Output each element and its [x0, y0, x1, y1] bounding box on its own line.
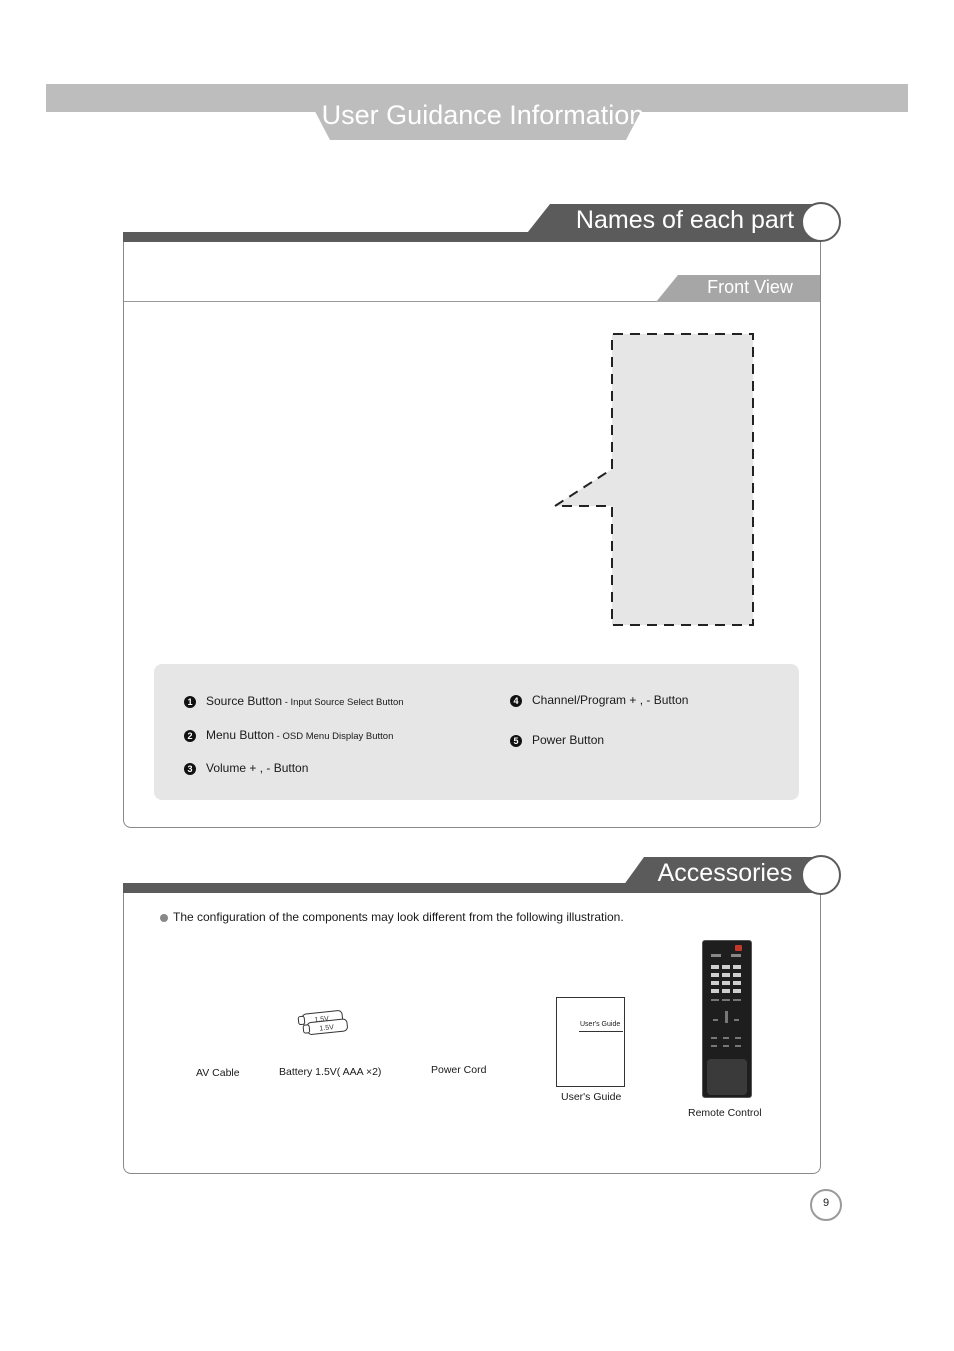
accessories-section-title: Accessories — [657, 859, 793, 887]
accessories-section-circle-marker — [801, 855, 841, 895]
number-badge-4: 4 — [510, 695, 522, 707]
front-view-label: Front View — [707, 277, 793, 297]
page-title: User Guidance Information — [321, 100, 645, 130]
remote-buttons-icon — [703, 941, 751, 1097]
legend-desc: - Input Source Select Button — [282, 697, 404, 708]
legend-label: Channel/Program + , - Button — [532, 693, 689, 707]
users-guide-book-icon — [556, 997, 625, 1087]
accessories-note: The configuration of the components may look different from the following illustration. — [173, 910, 624, 924]
legend-item-channel — [510, 693, 688, 707]
legend-label: Power Button — [532, 733, 605, 747]
battery-marking-2: 1.5V — [319, 1024, 335, 1033]
battery-label: Battery 1.5V( AAA ×2) — [279, 1066, 382, 1078]
legend-desc: - OSD Menu Display Button — [274, 731, 394, 742]
number-badge-5: 5 — [510, 735, 522, 747]
names-section-circle-marker — [801, 202, 841, 242]
av-cable-label: AV Cable — [196, 1067, 240, 1079]
users-guide-cover-line — [579, 1031, 623, 1032]
users-guide-cover-text: User's Guide — [580, 1021, 621, 1028]
remote-control-icon — [702, 940, 752, 1098]
legend-item-source — [184, 694, 404, 708]
number-badge-3: 3 — [184, 763, 196, 775]
legend-label: Volume + , - Button — [206, 761, 309, 775]
remote-control-label: Remote Control — [688, 1107, 762, 1119]
front-view-callout-frame — [550, 330, 760, 630]
power-cord-label: Power Cord — [431, 1064, 487, 1076]
note-bullet-icon — [160, 914, 168, 922]
battery-icon — [297, 1008, 353, 1040]
names-section-title: Names of each part — [575, 206, 795, 234]
legend-label: Source Button — [206, 694, 283, 708]
legend-item-volume — [184, 761, 308, 775]
names-section-bar — [123, 232, 543, 242]
legend-item-menu — [184, 728, 393, 742]
number-badge-2: 2 — [184, 730, 196, 742]
accessories-section-bar — [123, 883, 643, 893]
page-number: 9 — [822, 1197, 830, 1209]
battery-marking-1: 1.5V — [314, 1015, 330, 1025]
number-badge-1: 1 — [184, 696, 196, 708]
legend-label: Menu Button — [206, 728, 275, 742]
users-guide-label: User's Guide — [561, 1091, 622, 1103]
legend-item-power — [510, 733, 604, 747]
